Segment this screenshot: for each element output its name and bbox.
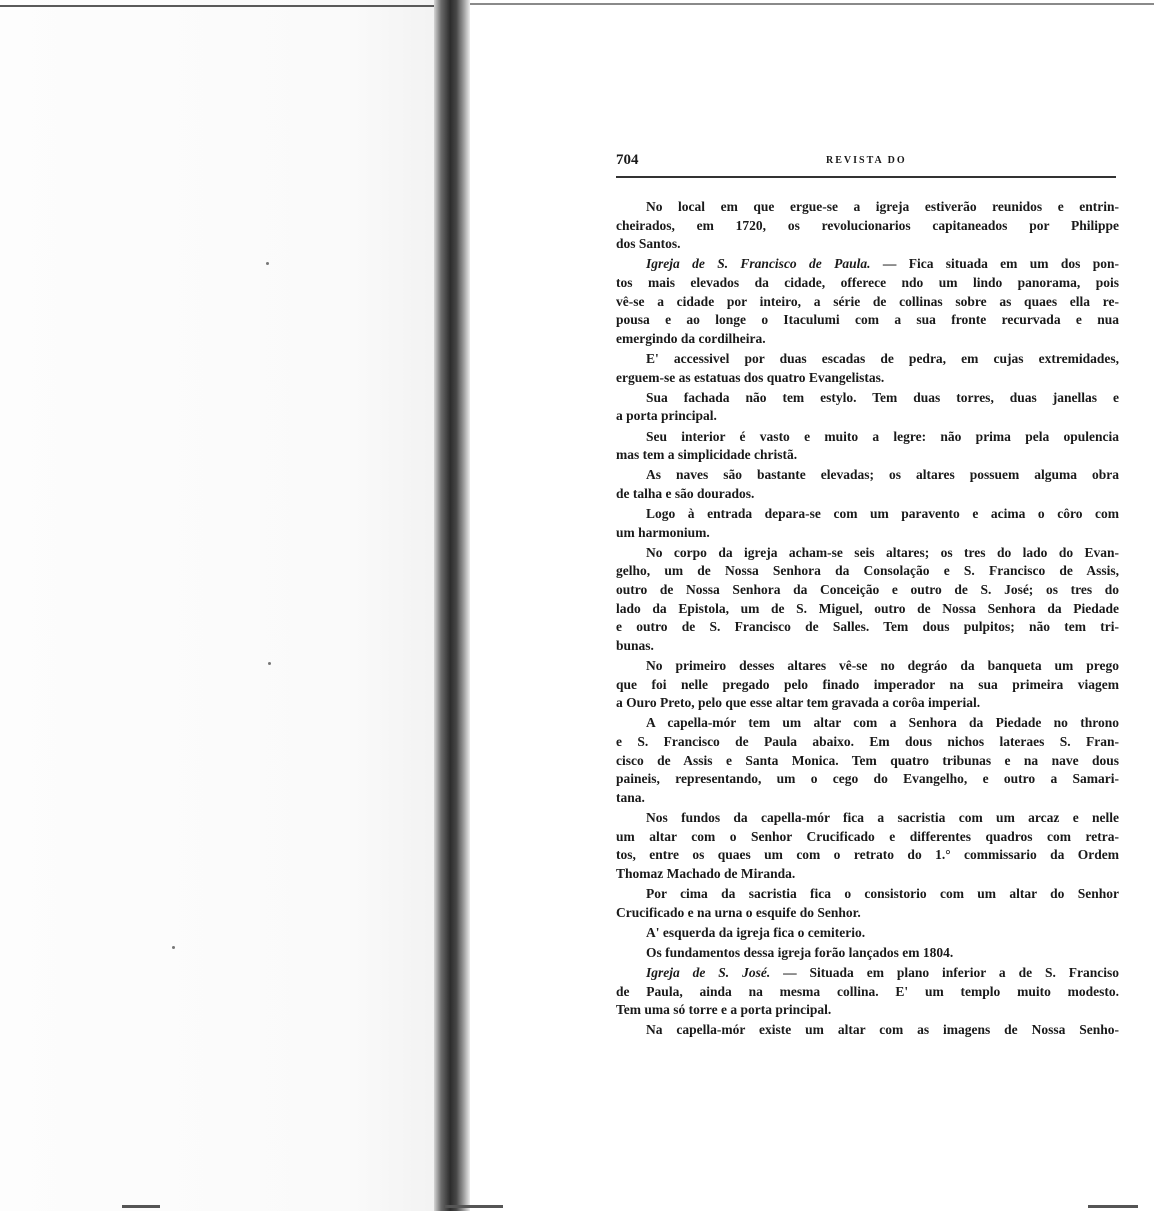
paragraph	[616, 1021, 1119, 1040]
text-line: No corpo da igreja acham-se seis altares; os tres do lado do Evan-	[646, 544, 1119, 560]
text-line: Crucificado e na urna o esquife do Senhor.	[616, 904, 861, 920]
text-line: gelho, um de Nossa Senhora da Consolação e S. Francisco de Assis,	[616, 563, 1119, 579]
text-line: Tem uma só torre e a porta principal.	[616, 1002, 832, 1018]
text-line: erguem-se as estatuas dos quatro Evangelistas.	[616, 369, 885, 385]
text-line: Os fundamentos dessa igreja forão lançados em 1804.	[646, 944, 954, 960]
text-line: de Paula, ainda na mesma collina. E' um templo muito modesto.	[616, 983, 1119, 999]
text-line: e outro de S. Francisco de Salles. Tem dous pulpitos; não tem tri-	[616, 619, 1119, 635]
book-gutter-shadow	[434, 0, 470, 1211]
text-line: outro de Nossa Senhora da Conceição e outro de S. José; os tres do	[616, 582, 1119, 598]
text-line	[616, 964, 1119, 983]
paragraph	[616, 466, 1119, 503]
text-line: lado da Epistola, um de S. Miguel, outro de Nossa Senhora da Piedade	[616, 600, 1119, 616]
text-line: No primeiro desses altares vê-se no degráo da banqueta um prego	[646, 658, 1119, 673]
paragraph	[616, 714, 1119, 807]
scan-edge-mark	[122, 1205, 160, 1208]
paragraph	[616, 544, 1119, 656]
text-line: tos mais elevados da cidade, offerece ndo um lindo panorama, pois	[616, 274, 1119, 290]
text-line: um harmonium.	[616, 524, 710, 540]
text-line: um altar com o Senhor Crucificado e differentes quadros com retra-	[616, 828, 1119, 844]
paragraph	[616, 924, 1119, 943]
text-line: Nos fundos da capella-mór fica a sacristia com um arcaz e nelle	[646, 809, 1119, 825]
paragraph	[616, 964, 1119, 1020]
text-line-rest: — Fica situada em um dos pon-	[870, 256, 1119, 272]
left-page-blank	[0, 0, 440, 1211]
paragraph	[616, 389, 1119, 426]
text-line: a porta principal.	[616, 408, 717, 424]
text-line: Thomaz Machado de Miranda.	[616, 865, 796, 881]
paragraph	[616, 944, 1119, 963]
text-line: Na capella-mór existe um altar com as imagens de Nossa Senho-	[646, 1022, 1119, 1038]
page-header	[616, 152, 1120, 172]
paper-speck	[268, 662, 271, 665]
section-heading: Igreja de S. José.	[646, 965, 771, 981]
text-line: paineis, representando, um o cego do Evangelho, e outro a Samari-	[616, 771, 1119, 787]
text-line: pousa e ao longe o Itaculumi com a sua fronte recurvada e nua	[616, 312, 1119, 328]
text-line: A capella-mór tem um altar com a Senhora da Piedade no throno	[646, 715, 1119, 731]
text-line-rest: — Situada em plano inferior a de S. Franciso	[770, 965, 1120, 981]
header-rule	[616, 176, 1116, 178]
scan-edge-mark	[445, 1205, 503, 1208]
paragraph	[616, 198, 1119, 254]
paragraph	[616, 885, 1119, 922]
text-line: No local em que ergue-se a igreja estiverão reunidos e entrin-	[646, 199, 1119, 214]
text-line: emergindo da cordilheira.	[616, 330, 766, 346]
scan-edge-mark	[1088, 1205, 1138, 1208]
text-line: tana.	[616, 789, 645, 805]
text-line: Sua fachada não tem estylo. Tem duas torres, duas janellas e	[646, 389, 1119, 405]
text-line: dos Santos.	[616, 236, 681, 252]
text-line: a Ouro Preto, pelo que esse altar tem gravada a corôa imperial.	[616, 695, 981, 711]
paragraph	[616, 428, 1119, 465]
text-line: que foi nelle pregado pelo finado imperador na sua primeira viagem	[616, 676, 1119, 692]
paragraph	[616, 809, 1119, 883]
text-line: cheirados, em 1720, os revolucionarios capitaneados por Philippe	[616, 217, 1119, 233]
text-line: e S. Francisco de Paula abaixo. Em dous nichos lateraes S. Fran-	[616, 733, 1119, 749]
text-line: Seu interior é vasto e muito a legre: não prima pela opulencia	[646, 428, 1119, 444]
text-line: de talha e são dourados.	[616, 485, 755, 501]
paragraph	[616, 657, 1119, 713]
section-heading: Igreja de S. Francisco de Paula.	[646, 256, 871, 272]
right-page-top-edge	[470, 3, 1154, 5]
paragraph	[616, 350, 1119, 387]
text-line: mas tem a simplicidade christã.	[616, 447, 798, 463]
text-line: A' esquerda da igreja fica o cemiterio.	[646, 924, 866, 940]
running-head: REVISTA DO	[826, 155, 907, 166]
paper-speck	[172, 946, 175, 949]
text-line: vê-se a cidade por inteiro, a série de collinas sobre as quaes ella re-	[616, 293, 1119, 309]
text-line: As naves são bastante elevadas; os altares possuem alguma obra	[646, 467, 1119, 483]
text-line: E' accessivel por duas escadas de pedra, em cujas extremidades,	[646, 350, 1119, 366]
left-page-top-edge	[0, 5, 440, 7]
text-line: cisco de Assis e Santa Monica. Tem quatro tribunas e na nave dous	[616, 752, 1119, 768]
text-line: bunas.	[616, 637, 654, 653]
paper-speck	[266, 262, 269, 265]
body-text	[616, 198, 1119, 1042]
paragraph	[616, 505, 1119, 542]
paragraph	[616, 255, 1119, 348]
page-number: 704	[616, 152, 639, 168]
text-line: tos, entre os quaes um com o retrato do 1.° commissario da Ordem	[616, 847, 1119, 863]
text-line: Logo à entrada depara-se com um paravento e acima o côro com	[646, 506, 1119, 522]
text-line	[616, 255, 1119, 274]
text-line: Por cima da sacristia fica o consistorio com um altar do Senhor	[646, 885, 1119, 901]
